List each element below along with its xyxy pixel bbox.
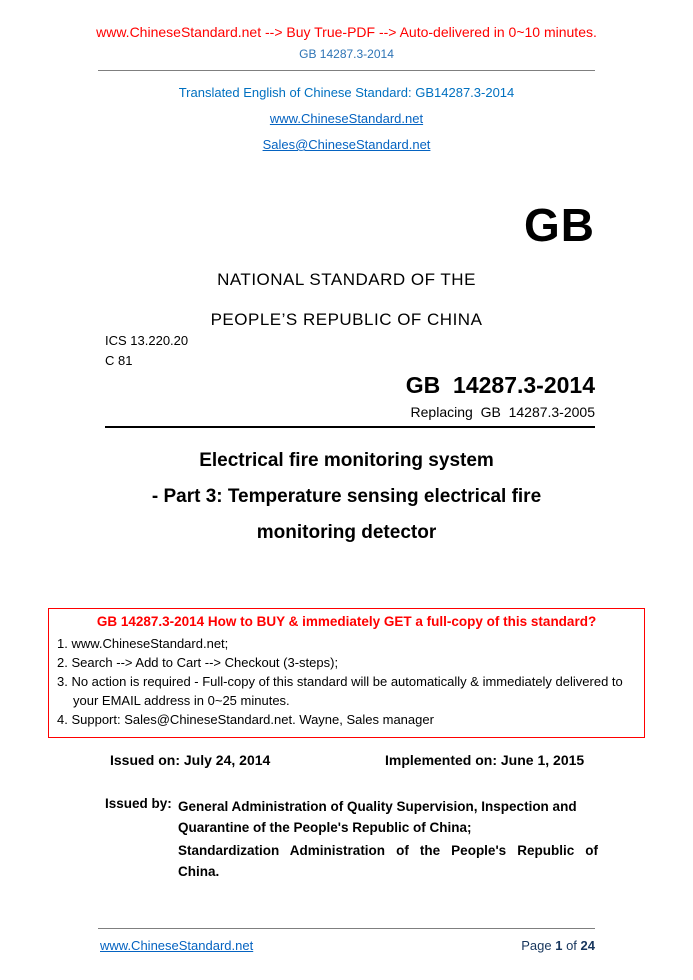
classification-code: C 81 xyxy=(105,353,133,368)
buy-step-2: 2. Search --> Add to Cart --> Checkout (3-steps); xyxy=(57,655,339,670)
buy-info-box xyxy=(48,608,645,738)
ics-code: ICS 13.220.20 xyxy=(105,333,189,348)
buy-step-1: 1. www.ChineseStandard.net; xyxy=(57,636,229,651)
email-link[interactable]: Sales@ChineseStandard.net xyxy=(262,137,431,152)
doc-code-header: GB 14287.3-2014 xyxy=(299,47,394,61)
standard-title-line1: Electrical fire monitoring system xyxy=(199,450,494,471)
issued-by-label: Issued by: xyxy=(105,796,172,811)
promo-banner: www.ChineseStandard.net --> Buy True-PDF --> Auto-delivered in 0~10 minutes. xyxy=(96,24,597,40)
page-total: 24 xyxy=(580,938,595,953)
page-indicator xyxy=(521,938,595,953)
buy-step-3: 3. No action is required - Full-copy of this standard will be automatically & immediately delivered to your EMAIL address in 0~25 minutes. xyxy=(57,674,623,708)
page-word: Page xyxy=(521,938,556,953)
standard-divider xyxy=(105,426,595,428)
page-number: 1 xyxy=(555,938,563,953)
header-divider xyxy=(98,70,595,71)
issuer-name-2: Standardization Administration of the People's Republic of China. xyxy=(178,843,598,879)
standard-title-line3: monitoring detector xyxy=(256,522,437,543)
issuer-name-1: General Administration of Quality Supervision, Inspection and Quarantine of the People's Republic of China; xyxy=(178,799,577,835)
translated-title: Translated English of Chinese Standard: GB14287.3-2014 xyxy=(178,85,515,100)
standard-code: GB 14287.3-2014 xyxy=(405,372,595,398)
national-standard-line1: NATIONAL STANDARD OF THE xyxy=(217,270,476,289)
gb-logo: GB xyxy=(524,199,595,251)
buy-box-title: GB 14287.3-2014 How to BUY & immediately GET a full-copy of this standard? xyxy=(96,614,597,629)
footer-divider xyxy=(98,928,595,929)
site-link[interactable]: www.ChineseStandard.net xyxy=(269,111,424,126)
issued-date: Issued on: July 24, 2014 xyxy=(110,752,271,768)
standard-title-line2: - Part 3: Temperature sensing electrical fire xyxy=(151,486,542,507)
national-standard-line2: PEOPLE’S REPUBLIC OF CHINA xyxy=(210,310,483,329)
buy-step-4: 4. Support: Sales@ChineseStandard.net. Wayne, Sales manager xyxy=(57,712,434,727)
implemented-date: Implemented on: June 1, 2015 xyxy=(385,752,585,768)
replacing-note: Replacing GB 14287.3-2005 xyxy=(410,404,595,420)
of-word: of xyxy=(562,938,581,953)
footer-site-link[interactable]: www.ChineseStandard.net xyxy=(100,938,254,953)
